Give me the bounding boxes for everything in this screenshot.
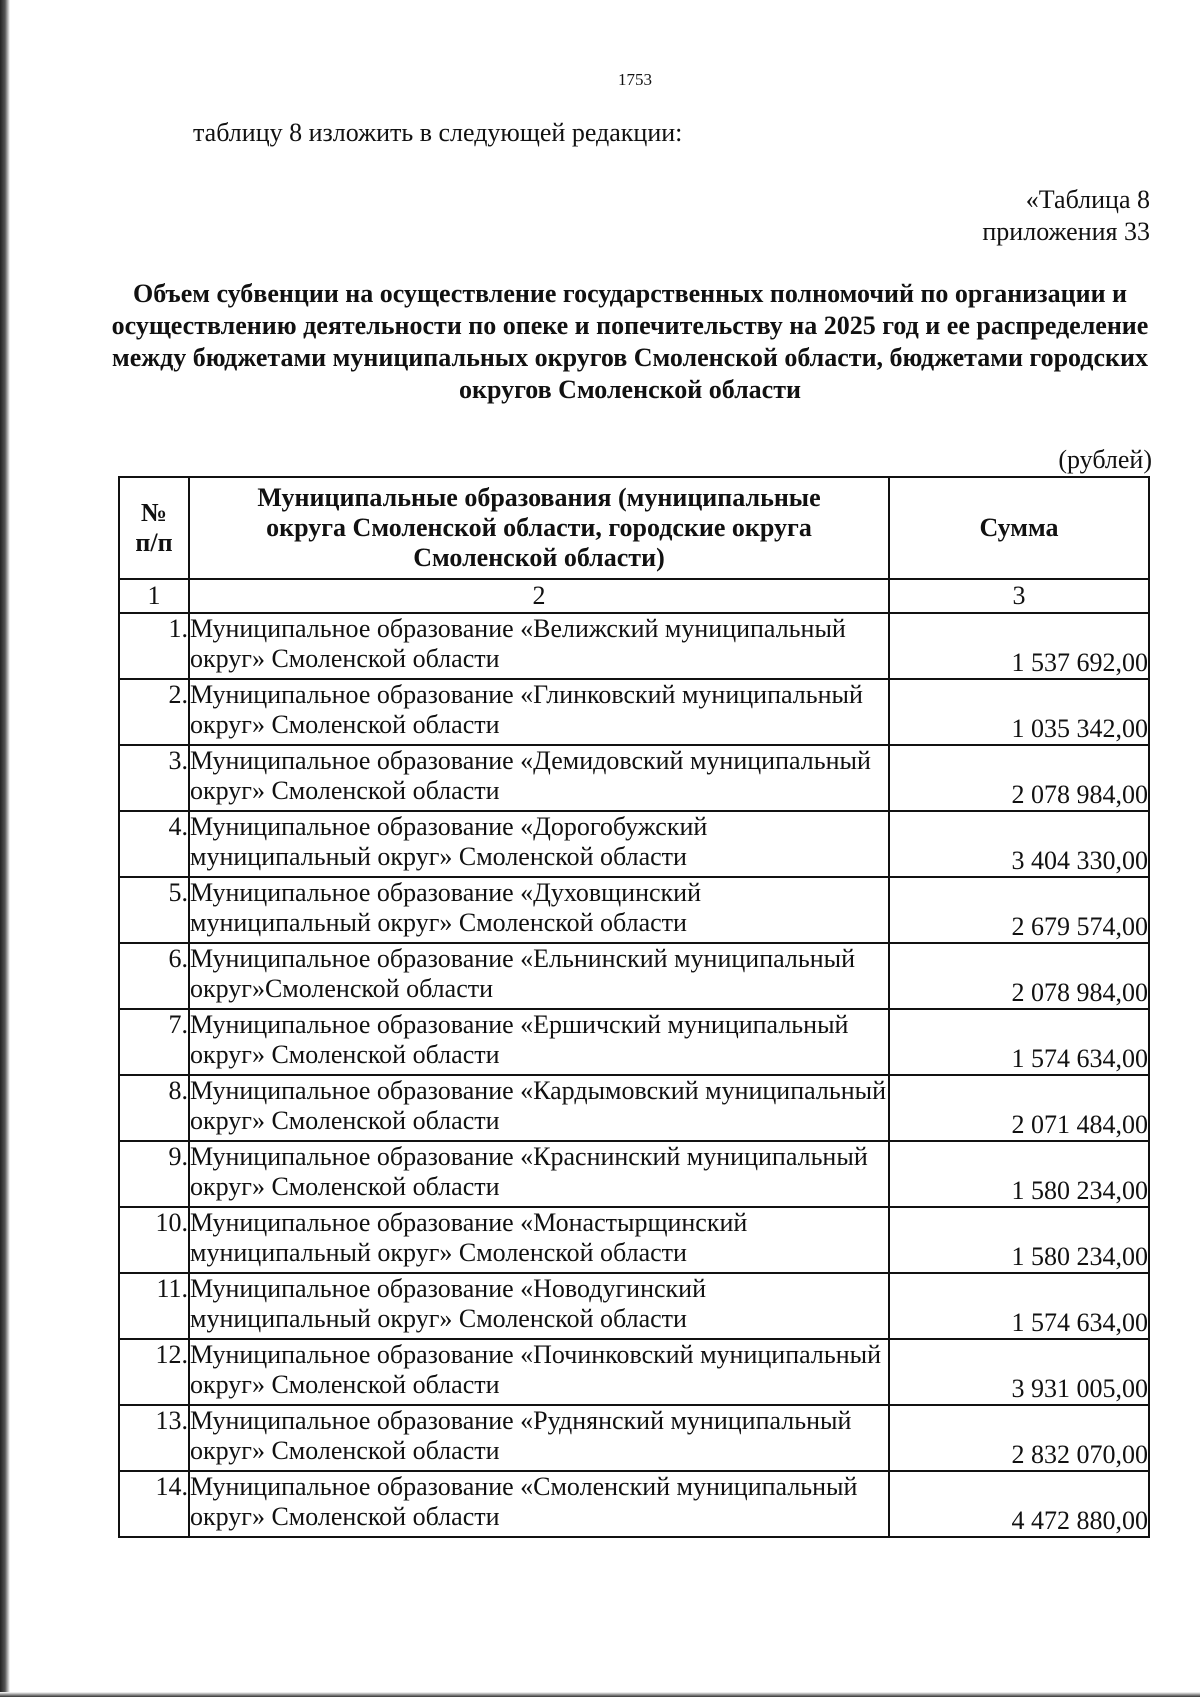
municipality-name: Муниципальное образование «Починковский муниципальный округ» Смоленской области xyxy=(189,1339,889,1405)
municipality-name: Муниципальное образование «Велижский муниципальный округ» Смоленской области xyxy=(189,613,889,679)
municipality-name: Муниципальное образование «Новодугинский муниципальный округ» Смоленской области xyxy=(189,1273,889,1339)
subvention-amount: 4 472 880,00 xyxy=(889,1471,1149,1537)
subvention-amount: 1 574 634,00 xyxy=(889,1009,1149,1075)
row-number: 13. xyxy=(119,1405,189,1471)
table-reference-line1: «Таблица 8 xyxy=(1025,185,1150,214)
subvention-amount: 2 078 984,00 xyxy=(889,943,1149,1009)
municipality-name: Муниципальное образование «Ельнинский муниципальный округ»Смоленской области xyxy=(189,943,889,1009)
row-number: 14. xyxy=(119,1471,189,1537)
document-title: Объем субвенции на осуществление государственных полномочий по организации и осуществлению деятельности по опеке и попечительству на 2025 год и ее распределение между бюджетами муниципальных округов Смоленской области, бюджетами городских округов Смоленской области xyxy=(111,279,1149,404)
intro-text: таблицу 8 изложить в следующей редакции: xyxy=(193,118,683,147)
row-number: 12. xyxy=(119,1339,189,1405)
page-scan-edge-bottom xyxy=(0,1692,1200,1697)
row-number: 3. xyxy=(119,745,189,811)
table-row xyxy=(119,613,1149,679)
subvention-amount: 2 071 484,00 xyxy=(889,1075,1149,1141)
table-body xyxy=(119,613,1149,1537)
table-reference-line2: приложения 33 xyxy=(982,217,1150,246)
subvention-amount: 2 832 070,00 xyxy=(889,1405,1149,1471)
units-label: (рублей) xyxy=(1058,445,1152,474)
subvention-amount: 1 580 234,00 xyxy=(889,1141,1149,1207)
subvention-amount: 1 537 692,00 xyxy=(889,613,1149,679)
subvention-table xyxy=(118,476,1150,1538)
table-row xyxy=(119,1405,1149,1471)
table-row xyxy=(119,1339,1149,1405)
subvention-amount: 1 580 234,00 xyxy=(889,1207,1149,1273)
column-number: 3 xyxy=(889,579,1149,613)
municipality-name: Муниципальное образование «Краснинский муниципальный округ» Смоленской области xyxy=(189,1141,889,1207)
header-name: Муниципальные образования (муниципальные округа Смоленской области, городские округа Смоленской области) xyxy=(189,477,889,579)
row-number: 5. xyxy=(119,877,189,943)
subvention-amount: 1 035 342,00 xyxy=(889,679,1149,745)
table-row xyxy=(119,745,1149,811)
table-header-row xyxy=(119,477,1149,579)
table-row xyxy=(119,943,1149,1009)
municipality-name: Муниципальное образование «Руднянский муниципальный округ» Смоленской области xyxy=(189,1405,889,1471)
row-number: 2. xyxy=(119,679,189,745)
header-sum: Сумма xyxy=(889,477,1149,579)
page-number: 1753 xyxy=(618,70,652,89)
municipality-name: Муниципальное образование «Глинковский муниципальный округ» Смоленской области xyxy=(189,679,889,745)
row-number: 7. xyxy=(119,1009,189,1075)
municipality-name: Муниципальное образование «Кардымовский муниципальный округ» Смоленской области xyxy=(189,1075,889,1141)
row-number: 8. xyxy=(119,1075,189,1141)
header-num: № п/п xyxy=(119,477,189,579)
row-number: 6. xyxy=(119,943,189,1009)
table-row xyxy=(119,1141,1149,1207)
municipality-name: Муниципальное образование «Духовщинский муниципальный округ» Смоленской области xyxy=(189,877,889,943)
table-row xyxy=(119,1207,1149,1273)
page-scan-edge xyxy=(0,0,10,1697)
subvention-amount: 1 574 634,00 xyxy=(889,1273,1149,1339)
subvention-amount: 2 679 574,00 xyxy=(889,877,1149,943)
table-row xyxy=(119,1075,1149,1141)
column-number: 1 xyxy=(119,579,189,613)
column-number: 2 xyxy=(189,579,889,613)
municipality-name: Муниципальное образование «Демидовский муниципальный округ» Смоленской области xyxy=(189,745,889,811)
row-number: 9. xyxy=(119,1141,189,1207)
municipality-name: Муниципальное образование «Смоленский муниципальный округ» Смоленской области xyxy=(189,1471,889,1537)
row-number: 10. xyxy=(119,1207,189,1273)
table-row xyxy=(119,1273,1149,1339)
subvention-amount: 3 404 330,00 xyxy=(889,811,1149,877)
table-row xyxy=(119,811,1149,877)
row-number: 4. xyxy=(119,811,189,877)
municipality-name: Муниципальное образование «Монастырщинский муниципальный округ» Смоленской области xyxy=(189,1207,889,1273)
table-reference xyxy=(982,184,1150,248)
municipality-name: Муниципальное образование «Ершичский муниципальный округ» Смоленской области xyxy=(189,1009,889,1075)
table-row xyxy=(119,679,1149,745)
subvention-amount: 3 931 005,00 xyxy=(889,1339,1149,1405)
table-row xyxy=(119,1009,1149,1075)
table-row xyxy=(119,1471,1149,1537)
row-number: 1. xyxy=(119,613,189,679)
table-row xyxy=(119,877,1149,943)
municipality-name: Муниципальное образование «Дорогобужский муниципальный округ» Смоленской области xyxy=(189,811,889,877)
row-number: 11. xyxy=(119,1273,189,1339)
column-number-row xyxy=(119,579,1149,613)
subvention-amount: 2 078 984,00 xyxy=(889,745,1149,811)
